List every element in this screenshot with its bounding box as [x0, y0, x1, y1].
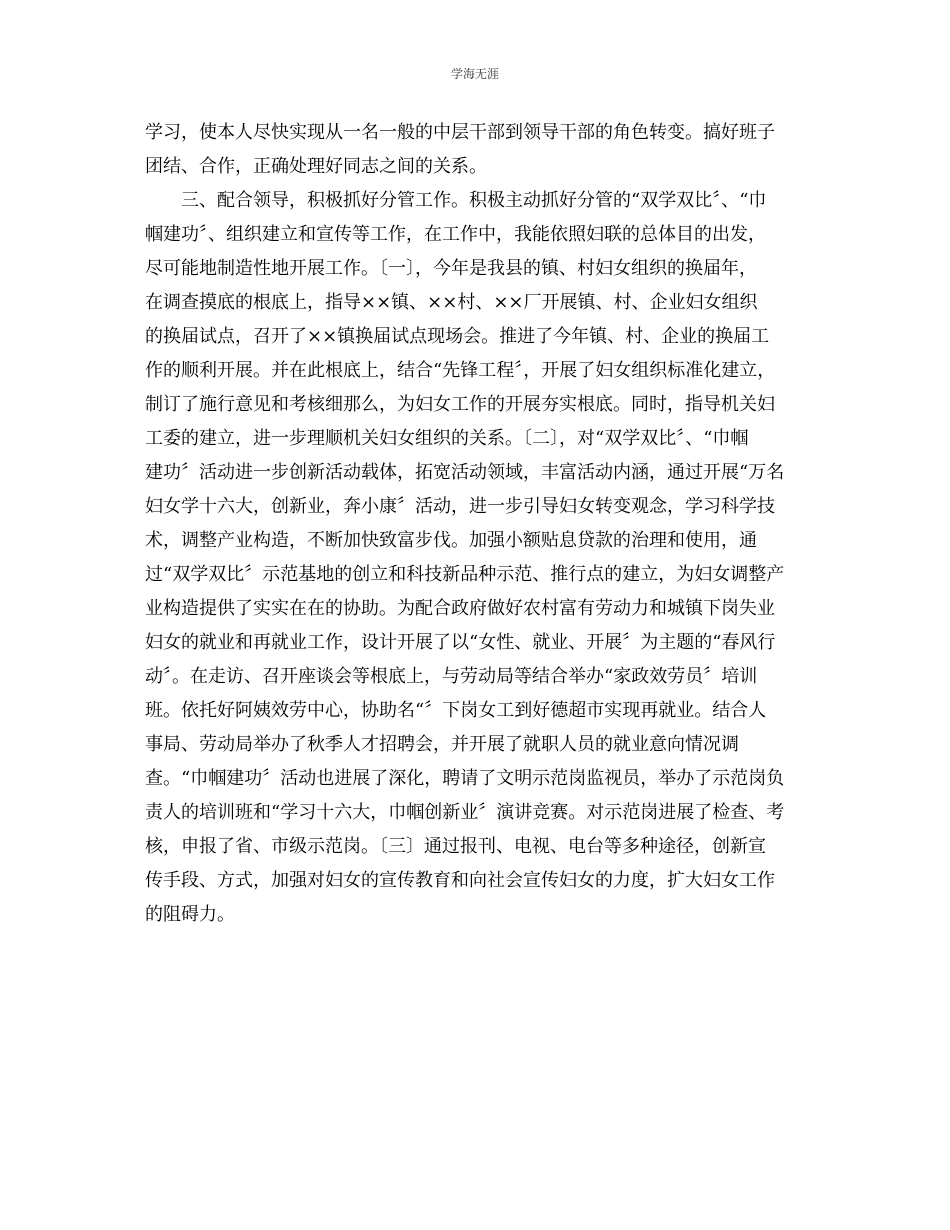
body-line-9: 制订了施行意见和考核细那么，为妇女工作的开展夯实根底。同时，指导机关妇 — [145, 394, 775, 415]
page-header: 学海无涯 — [450, 67, 499, 81]
body-line-15: 业构造提供了实实在在的协助。为配合政府做好农村富有劳动力和城镇下岗失业 — [145, 598, 775, 619]
body-line-3: 三、配合领导，积极抓好分管工作。积极主动抓好分管的“双学双比〞、“巾 — [145, 190, 767, 211]
body-line-21: 责人的培训班和“学习十六大，巾帼创新业〞演讲竞赛。对示范岗进展了检查、考 — [145, 802, 785, 823]
body-line-16: 妇女的就业和再就业工作，设计开展了以“女性、就业、开展〞为主题的“春风行 — [145, 632, 776, 653]
body-line-6: 在调查摸底的根底上，指导××镇、××村、××厂开展镇、村、企业妇女组织 — [145, 292, 758, 313]
body-line-2: 团结、合作，正确处理好同志之间的关系。 — [145, 156, 487, 177]
body-line-5: 尽可能地制造性地开展工作。〔一〕，今年是我县的镇、村妇女组织的换届年， — [145, 258, 757, 279]
body-line-12: 妇女学十六大，创新业，奔小康〞活动，进一步引导妇女转变观念，学习科学技 — [145, 496, 775, 517]
body-line-13: 术，调整产业构造，不断加快致富步伐。加强小额贴息贷款的治理和使用，通 — [145, 530, 757, 551]
body-line-7: 的换届试点，召开了××镇换届试点现场会。推进了今年镇、村、企业的换届工 — [145, 326, 770, 347]
body-line-19: 事局、劳动局举办了秋季人才招聘会，并开展了就职人员的就业意向情况调 — [145, 734, 739, 755]
body-line-1: 学习，使本人尽快实现从一名一般的中层干部到领导干部的角色转变。搞好班子 — [145, 122, 775, 143]
body-line-20: 查。“巾帼建功〞活动也进展了深化，聘请了文明示范岗监视员，举办了示范岗负 — [145, 768, 785, 789]
body-line-17: 动〞。在走访、召开座谈会等根底上，与劳动局等结合举办“家政效劳员〞培训 — [145, 666, 758, 687]
body-line-23: 传手段、方式，加强对妇女的宣传教育和向社会宣传妇女的力度，扩大妇女工作 — [145, 870, 775, 891]
body-line-4: 帼建功〞、组织建立和宣传等工作，在工作中，我能依照妇联的总体目的出发， — [145, 224, 766, 245]
body-line-14: 过“双学双比〞示范基地的创立和科技新品种示范、推行点的建立，为妇女调整产 — [145, 564, 785, 585]
body-line-11: 建功〞活动进一步创新活动载体，拓宽活动领域，丰富活动内涵，通过开展“万名 — [145, 462, 785, 483]
body-line-8: 作的顺利开展。并在此根底上，结合“先锋工程〞，开展了妇女组织标准化建立， — [145, 360, 776, 381]
body-line-24: 的阻碍力。 — [145, 904, 235, 925]
body-line-10: 工委的建立，进一步理顺机关妇女组织的关系。〔二〕，对“双学双比〞、“巾帼 — [145, 428, 749, 449]
body-line-18: 班。依托好阿姨效劳中心，协助名“〞下岗女工到好德超市实现再就业。结合人 — [145, 700, 767, 721]
body-line-22: 核，申报了省、市级示范岗。〔三〕通过报刊、电视、电台等多种途径，创新宣 — [145, 836, 766, 857]
